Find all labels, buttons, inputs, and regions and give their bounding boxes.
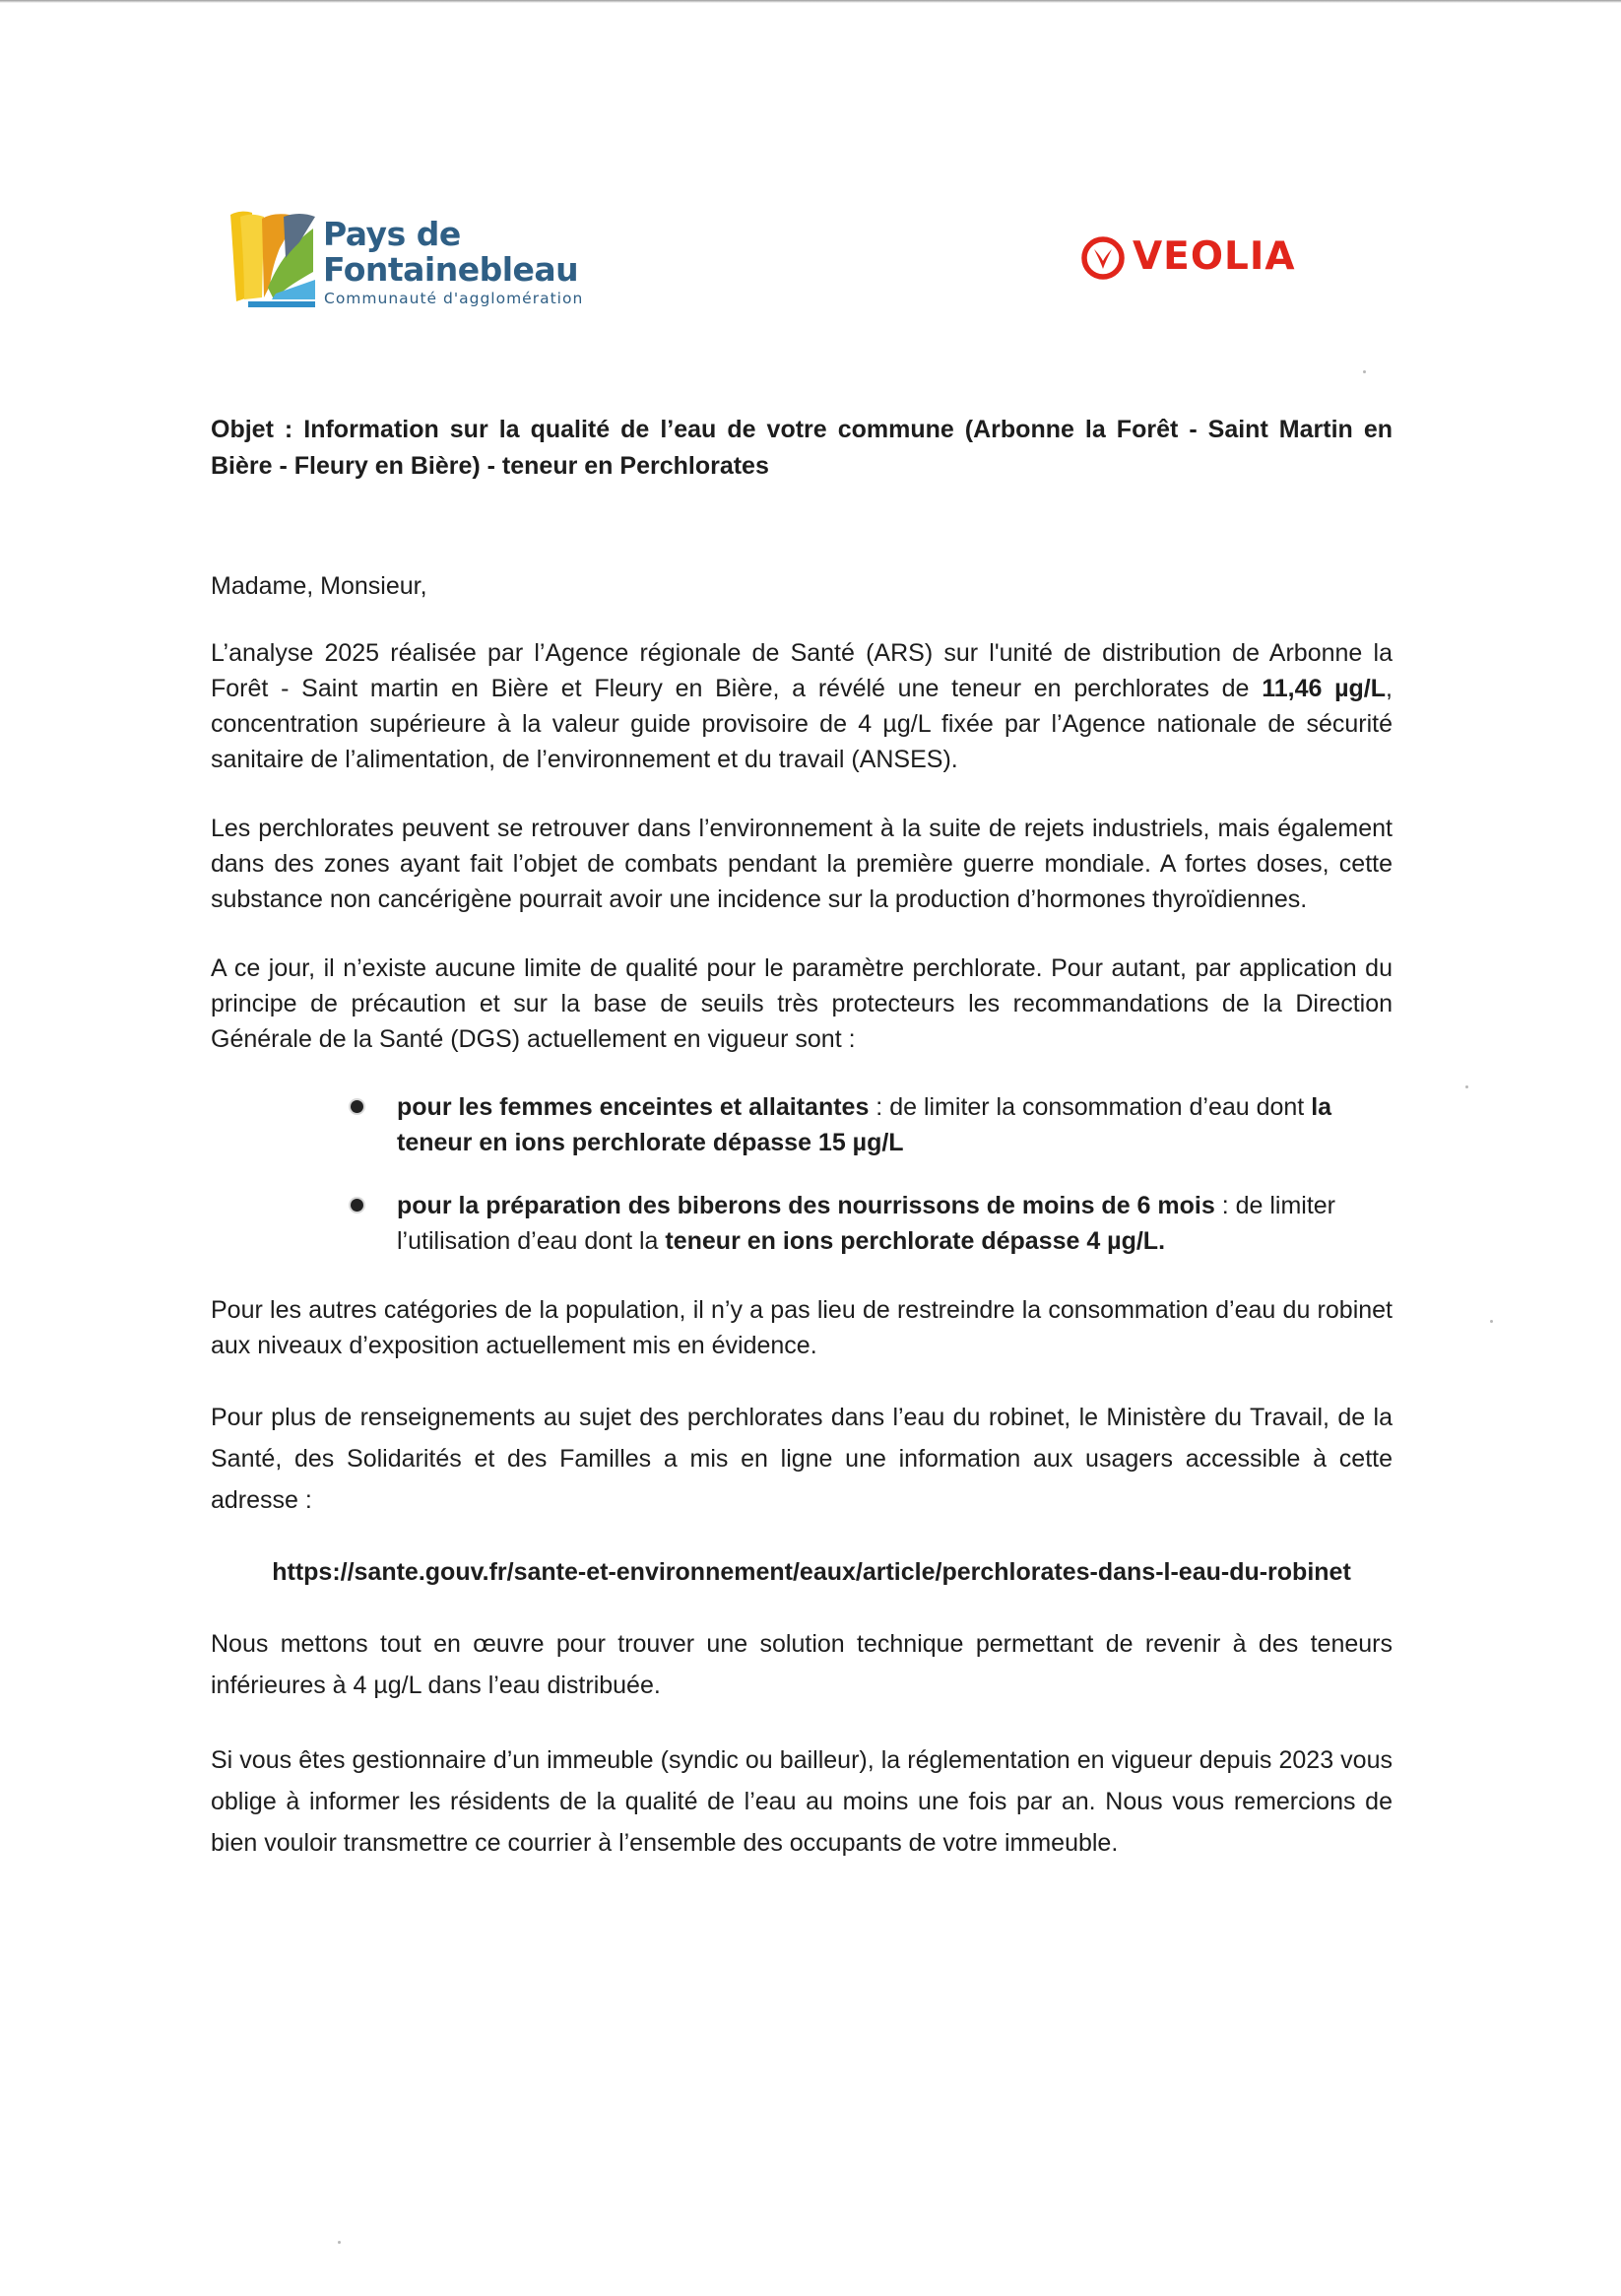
scan-edge (0, 0, 1621, 3)
list-item (397, 1188, 1393, 1259)
subject-line (211, 412, 1393, 485)
scan-speck (338, 2241, 341, 2244)
greeting: Madame, Monsieur, (211, 572, 427, 600)
paragraph-analysis-start: L’analyse 2025 réalisée par l’Agence régionale de Santé (ARS) sur l'unité de distribution de Arbonne la Forêt - Saint martin en Bière et Fleury en Bière, a révélé une teneur en perchlorates de (211, 639, 1393, 702)
paragraph-more-info: Pour plus de renseignements au sujet des perchlorates dans l’eau du robinet, le Ministère du Travail, de la Santé, des Solidarités et des Familles a mis en ligne une information aux usagers accessible à cette adresse : (211, 1404, 1393, 1514)
veolia-emblem-icon (1080, 235, 1126, 281)
logo-line-1: Pays de (323, 215, 461, 253)
info-url: https://sante.gouv.fr/sante-et-environnement/eaux/article/perchlorates-dans-l-eau-du-robinet (272, 1558, 1351, 1586)
list-item-bold-start: pour la préparation des biberons des nourrissons de moins de 6 mois (397, 1192, 1215, 1219)
list-item (397, 1089, 1393, 1160)
paragraph-analysis-end: , concentration supérieure à la valeur guide provisoire de 4 µg/L fixée par l’Agence nationale de sécurité sanitaire de l’alimentation, de l’environnement et du travail (ANSES). (211, 675, 1393, 773)
paragraph-technical-solution: Nous mettons tout en œuvre pour trouver une solution technique permettant de revenir à des teneurs inférieures à 4 µg/L dans l’eau distribuée. (211, 1630, 1393, 1699)
recommendations-list (211, 1089, 1393, 1259)
subject-text: Information sur la qualité de l’eau de votre commune (Arbonne la Forêt - Saint Martin en Bière - Fleury en Bière) - teneur en Perchlorates (211, 416, 1394, 480)
bullet-icon (351, 1100, 363, 1113)
paragraph-recommendations: A ce jour, il n’existe aucune limite de qualité pour le paramètre perchlorate. Pour autant, par application du principe de précaution et sur la base de seuils très protecteurs les recommandations de la Direction Générale de la Santé (DGS) actuellement en vigueur sont : (211, 954, 1393, 1053)
paragraph-perchlorates-origin: Les perchlorates peuvent se retrouver dans l’environnement à la suite de rejets industriels, mais également dans des zones ayant fait l’objet de combats pendant la première guerre mondiale. A fortes doses, cette substance non cancérigène pourrait avoir une incidence sur la production d’hormones thyroïdiennes. (211, 815, 1393, 913)
list-item-bold-start: pour les femmes enceintes et allaitantes (397, 1093, 870, 1121)
paragraph-analysis (211, 635, 1393, 777)
fontainebleau-logo-mark-icon (228, 209, 317, 307)
scan-speck (1465, 1085, 1468, 1088)
scan-speck (1363, 370, 1366, 373)
list-item-bold-end: teneur en ions perchlorate dépasse 4 µg/L. (665, 1227, 1166, 1255)
list-item-text: : de limiter l’utilisation d’eau dont la (397, 1192, 1336, 1255)
paragraph-other-population: Pour les autres catégories de la population, il n’y a pas lieu de restreindre la consommation d’eau du robinet aux niveaux d’exposition actuellement mis en évidence. (211, 1296, 1393, 1359)
veolia-wordmark: VEOLIA (1133, 234, 1296, 279)
logo-line-2: Fontainebleau (323, 250, 579, 289)
list-item-text: : de limiter la consommation d’eau dont (869, 1093, 1312, 1121)
perchlorate-measured-value: 11,46 µg/L (1262, 675, 1387, 702)
logo-line-3: Communauté d'agglomération (324, 290, 584, 307)
scan-speck (1490, 1320, 1493, 1323)
veolia-logo (1080, 231, 1317, 287)
list-item-bold-end: la teneur en ions perchlorate dépasse 15 µg/L (397, 1093, 1332, 1156)
subject-label: Objet : (211, 416, 304, 443)
bullet-icon (351, 1199, 363, 1212)
paragraph-building-managers: Si vous êtes gestionnaire d’un immeuble (syndic ou bailleur), la réglementation en vigueur depuis 2023 vous oblige à informer les résidents de la qualité de l’eau au moins une fois par an. Nous vous remercions de bien vouloir transmettre ce courrier à l’ensemble des occupants de votre immeuble. (211, 1746, 1393, 1857)
pays-de-fontainebleau-logo (228, 209, 603, 312)
letter-body (211, 412, 1393, 1864)
